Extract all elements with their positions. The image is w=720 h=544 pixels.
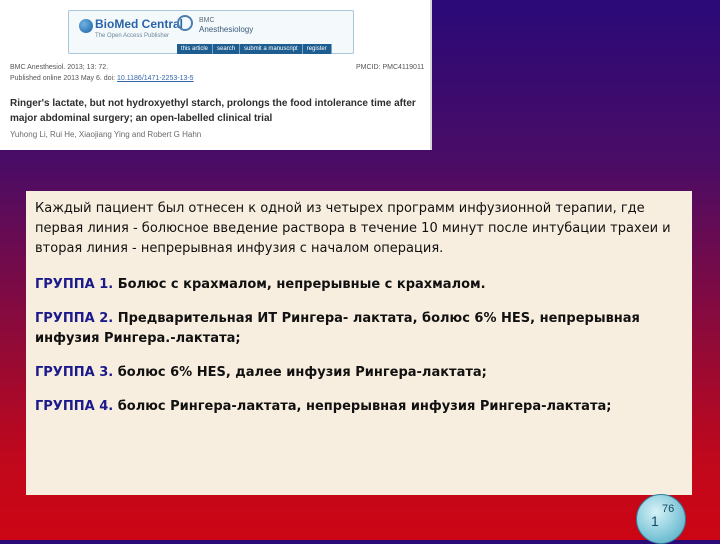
nav-this-article[interactable]: this article xyxy=(177,44,213,54)
journal-name: Anesthesiology xyxy=(199,25,254,34)
biomed-central-logo xyxy=(79,15,184,47)
article-authors: Yuhong Li, Rui He, Xiaojiang Ying and Robert G Hahn xyxy=(10,130,202,139)
journal-logo-icon xyxy=(177,15,193,31)
group-number: 4. xyxy=(99,399,114,414)
publisher-name: BioMed Central xyxy=(95,17,184,31)
group-label: ГРУППА xyxy=(35,311,100,326)
content-panel xyxy=(26,191,692,495)
group-description: болюс Рингера-лактата, непрерывная инфузия Рингера-лактата; xyxy=(113,399,612,414)
nav-search[interactable]: search xyxy=(213,44,240,54)
group-label: ГРУППА xyxy=(35,365,100,380)
publication-date: Published online 2013 May 6. doi: xyxy=(10,75,116,82)
page-number-badge xyxy=(636,494,686,544)
biomed-central-logo-icon xyxy=(79,19,93,33)
group-label: ГРУППА xyxy=(35,277,100,292)
nav-register[interactable]: register xyxy=(303,44,332,54)
journal-prefix: BMC xyxy=(199,17,215,24)
page-number-superscript: 76 xyxy=(662,503,675,515)
page-number: 1 xyxy=(651,513,659,529)
article-title: Ringer's lactate, but not hydroxyethyl starch, prolongs the food intolerance time after major abdominal surgery; an open-labelled clinical trial xyxy=(10,98,416,124)
group-number: 2. xyxy=(99,311,114,326)
group-3-item xyxy=(35,363,683,383)
group-4-item xyxy=(35,397,683,417)
intro-paragraph: Каждый пациент был отнесен к одной из четырех программ инфузионной терапии, где первая линия - болюсное введение раствора в течение 10 минут после интубации трахеи и вторая линия - непрерывная инфузия с началом операция. xyxy=(35,201,671,256)
group-label: ГРУППА xyxy=(35,399,100,414)
group-number: 1. xyxy=(99,277,114,292)
citation-line: BMC Anesthesiol. 2013; 13: 72. xyxy=(10,64,109,71)
journal-nav xyxy=(177,44,332,54)
pmcid: PMCID: PMC4119011 xyxy=(356,64,425,71)
group-2-item xyxy=(35,309,683,349)
doi-link[interactable]: 10.1186/1471-2253-13-5 xyxy=(117,75,194,82)
group-description: Болюс с крахмалом, непрерывные с крахмалом. xyxy=(113,277,486,292)
group-1-item xyxy=(35,275,683,295)
publication-line xyxy=(10,75,194,82)
group-description: болюс 6% HES, далее инфузия Рингера-лактата; xyxy=(113,365,487,380)
group-description: Предварительная ИТ Рингера- лактата, болюс 6% HES, непрерывная инфузия Рингера.-лактата; xyxy=(35,311,640,346)
group-number: 3. xyxy=(99,365,114,380)
journal-banner[interactable] xyxy=(68,10,354,54)
publisher-tagline: The Open Access Publisher xyxy=(95,33,170,39)
article-header-screenshot xyxy=(0,0,432,150)
nav-submit-manuscript[interactable]: submit a manuscript xyxy=(240,44,303,54)
